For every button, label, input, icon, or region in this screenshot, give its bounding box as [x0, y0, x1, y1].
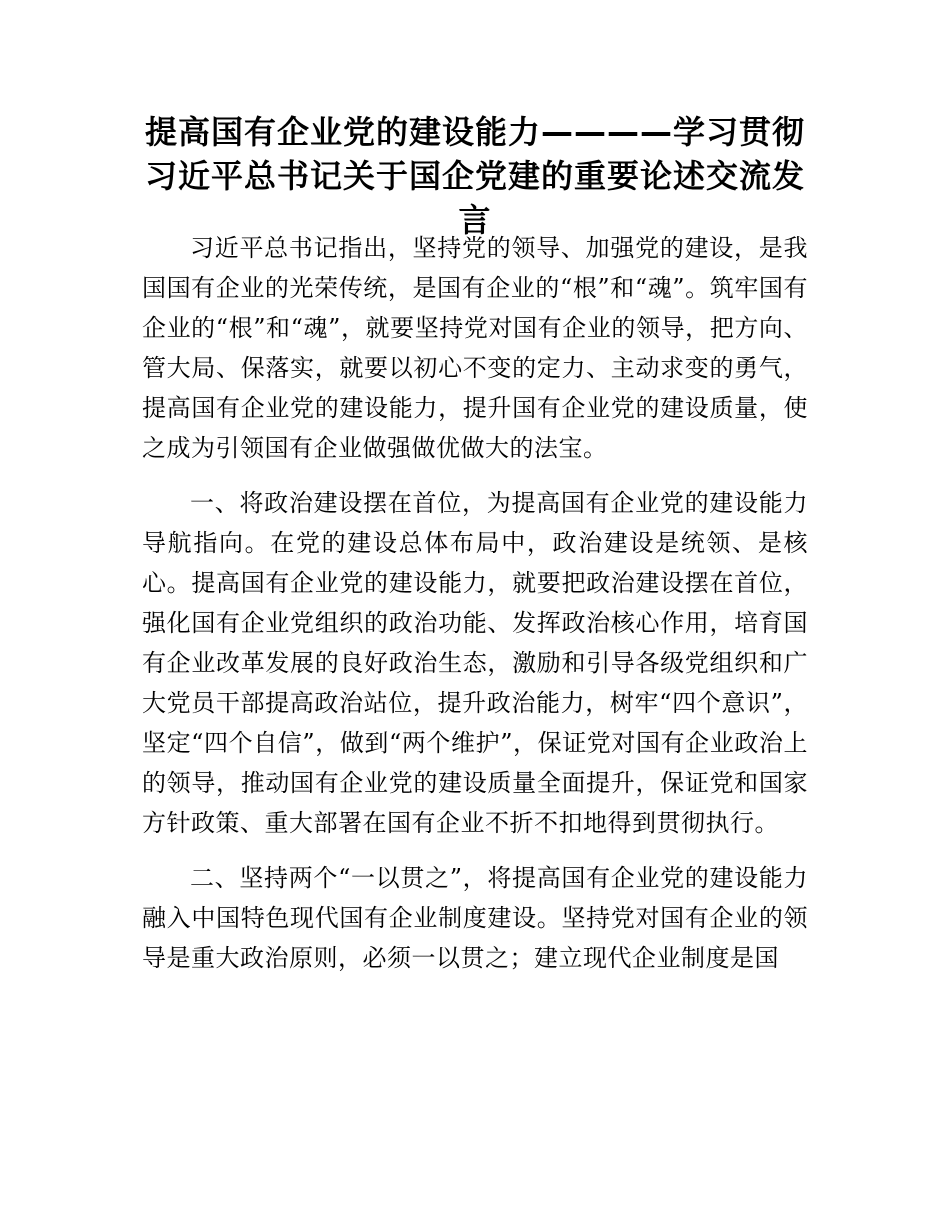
document-body: [142, 228, 808, 993]
paragraph-section-one: 一、将政治建设摆在首位，为提高国有企业党的建设能力导航指向。在党的建设总体布局中，政治建设是统领、是核心。提高国有企业党的建设能力，就要把政治建设摆在首位，强化国有企业党组织的政治功能、发挥政治核心作用，培育国有企业改革发展的良好政治生态，激励和引导各级党组织和广大党员干部提高政治站位，提升政治能力，树牢“四个意识”，坚定“四个自信”，做到“两个维护”，保证党对国有企业政治上的领导，推动国有企业党的建设质量全面提升，保证党和国家方针政策、重大部署在国有企业不折不扣地得到贯彻执行。: [142, 489, 808, 837]
document-title: 提高国有企业党的建设能力————学习贯彻习近平总书记关于国企党建的重要论述交流发言: [144, 113, 805, 239]
paragraph-section-two: 二、坚持两个“一以贯之”，将提高国有企业党的建设能力融入中国特色现代国有企业制度建设。坚持党对国有企业的领导是重大政治原则，必须一以贯之；建立现代企业制度是国: [142, 864, 808, 972]
paragraph-intro: 习近平总书记指出，坚持党的领导、加强党的建设，是我国国有企业的光荣传统，是国有企业的“根”和“魂”。筑牢国有企业的“根”和“魂”，就要坚持党对国有企业的领导，把方向、管大局、保落实，就要以初心不变的定力、主动求变的勇气，提高国有企业党的建设能力，提升国有企业党的建设质量，使之成为引领国有企业做强做优做大的法宝。: [142, 234, 808, 462]
